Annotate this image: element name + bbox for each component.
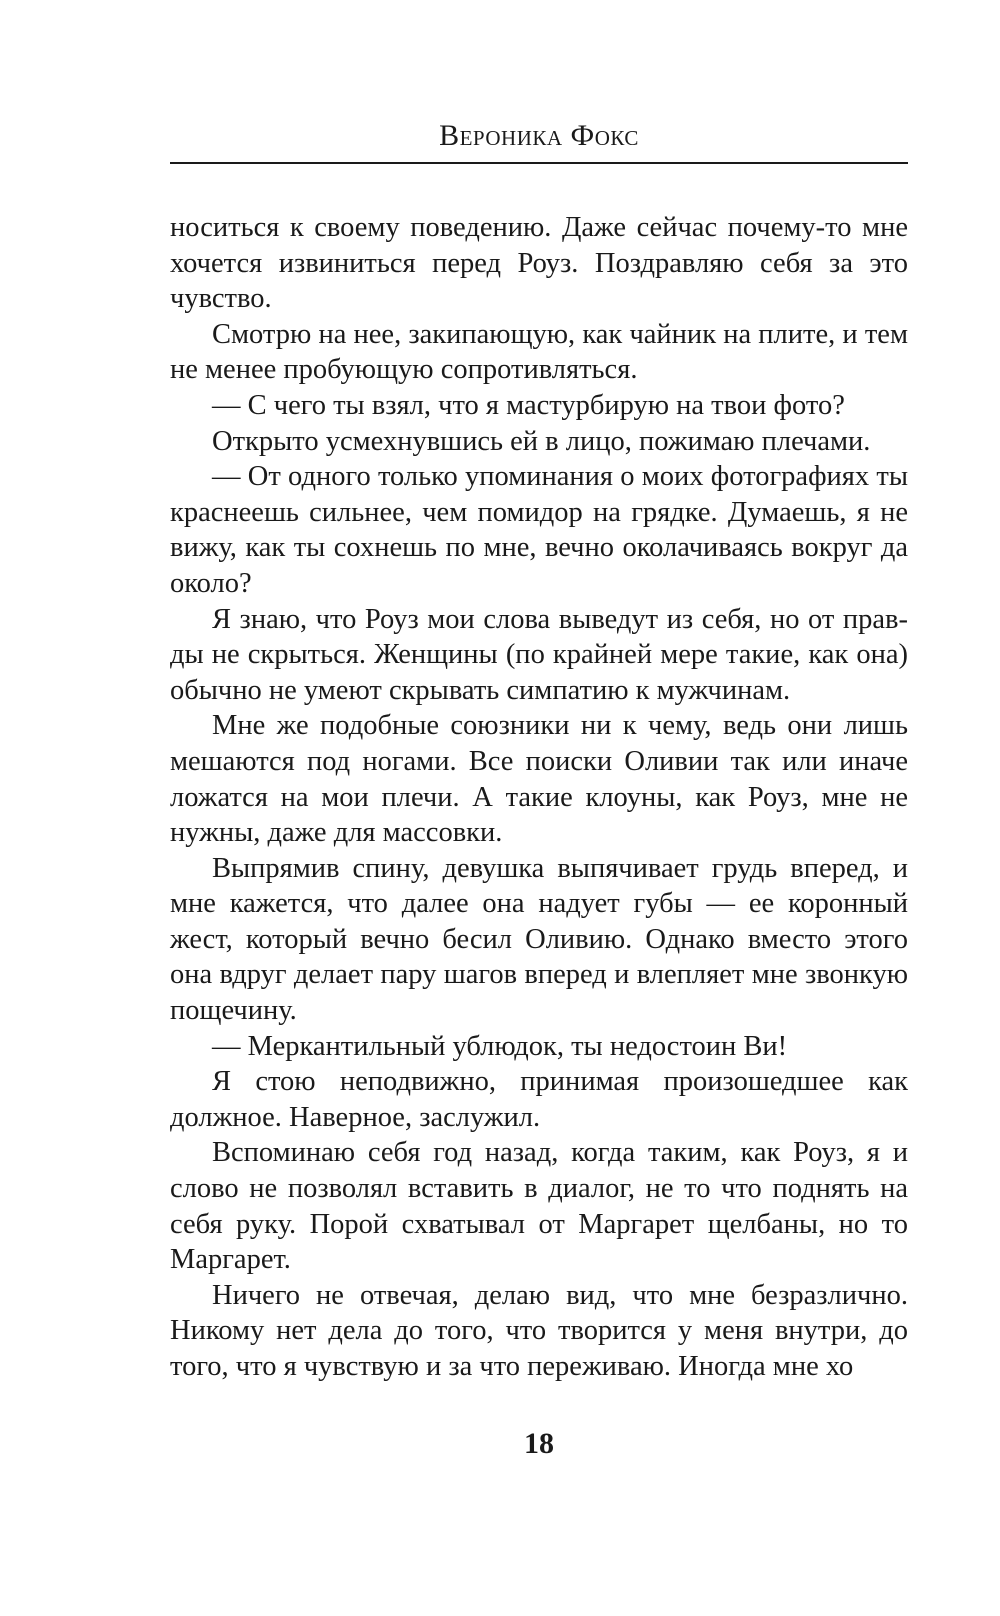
paragraph: Ничего не отвечая, делаю вид, что мне безразлично. Никому нет дела до того, что творится у меня внутри, до того, что я чувствую и за что переживаю. Иногда мне хо: [170, 1279, 908, 1382]
paragraph: Я знаю, что Роуз мои слова выведут из себя, но от правды не скрыться. Женщины (по крайней мере такие, как она) обычно не умеют скрывать симпатию к мужчинам.: [170, 603, 908, 706]
page-number: 18: [524, 1427, 554, 1460]
paragraph: — Меркантильный ублюдок, ты недостоин Ви!: [212, 1030, 788, 1062]
body-text: [170, 210, 908, 1385]
paragraph: Смотрю на нее, закипающую, как чайник на плите, и тем не менее пробующую сопротивляться.: [170, 318, 908, 386]
paragraph: Выпрямив спину, девушка выпячивает грудь вперед, и мне кажется, что далее она надует губы — ее коронный жест, который вечно бесил Оливию. Однако вместо этого она вдруг делает пару шагов вперед и влепляет мне звонкую пощечину.: [170, 852, 908, 1027]
paragraph: — От одного только упоминания о моих фотографиях ты краснеешь сильнее, чем помидор на грядке. Думаешь, я не вижу, как ты сохнешь по мне, вечно околачиваясь вокруг да около?: [170, 461, 908, 599]
paragraph: Мне же подобные союзники ни к чему, ведь они лишь мешаются под ногами. Все поиски Оливии так или иначе ложатся на мои плечи. А такие клоуны, как Роуз, мне не нужны, даже для массовки.: [170, 710, 908, 849]
paragraph: Вспоминаю себя год назад, когда таким, как Роуз, я и слово не позволял вставить в диалог, не то что поднять на себя руку. Порой схватывал от Маргарет щелбаны, но то Маргарет.: [170, 1137, 908, 1276]
paragraph: носиться к своему поведению. Даже сейчас почему-то мне хочется извиниться перед Роуз. Поздравляю себя за это чувство.: [170, 212, 908, 315]
running-head-author: Вероника Фокс: [439, 119, 639, 152]
paragraph: — С чего ты взял, что я мастурбирую на твои фото?: [212, 389, 845, 421]
header-rule: [170, 162, 908, 164]
paragraph: Я стою неподвижно, принимая произошедшее как должное. Наверное, заслужил.: [170, 1066, 908, 1133]
paragraph: Открыто усмехнувшись ей в лицо, пожимаю плечами.: [212, 425, 871, 457]
